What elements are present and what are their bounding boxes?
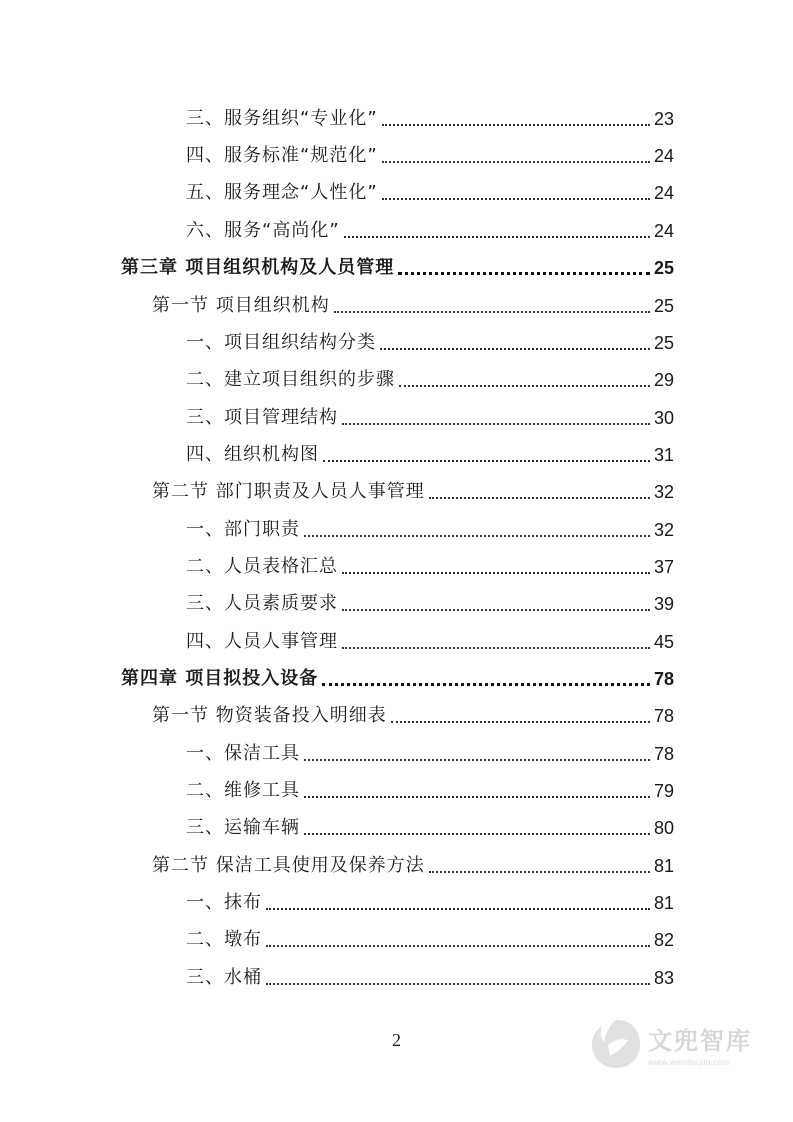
toc-entry-text: 第三章 项目组织机构及人员管理 [121, 257, 395, 278]
toc-entry-page: 82 [653, 930, 674, 950]
dot-leader [266, 908, 650, 910]
toc-entry-page: 25 [653, 258, 674, 278]
toc-chapter-entry[interactable] [121, 255, 674, 281]
toc-entry-text: 二、人员表格汇总 [186, 556, 338, 577]
dot-leader [304, 796, 650, 798]
toc-entry-page: 25 [653, 333, 674, 353]
toc-entry-page: 29 [653, 370, 674, 390]
toc-entry-text: 四、服务标准“规范化” [186, 145, 378, 166]
toc-entry-text: 第四章 项目拟投入设备 [121, 668, 319, 689]
toc-entry-page: 78 [653, 669, 674, 689]
dot-leader [344, 236, 650, 238]
toc-entry-text: 第二节 部门职责及人员人事管理 [152, 481, 425, 502]
toc-entry-text: 第二节 保洁工具使用及保养方法 [152, 855, 425, 876]
dot-leader [342, 609, 650, 611]
toc-entry-text: 一、项目组织结构分类 [186, 332, 376, 353]
dot-leader [382, 198, 650, 200]
toc-entry-page: 37 [653, 557, 674, 577]
dot-leader [399, 385, 650, 387]
dot-leader [304, 759, 650, 761]
toc-entry-page: 31 [653, 445, 674, 465]
toc-entry-text: 二、维修工具 [186, 780, 300, 801]
toc-entry-text: 一、抹布 [186, 892, 262, 913]
dot-leader [304, 833, 650, 835]
watermark-name: 文兜智库 [648, 1027, 752, 1055]
page-number: 2 [392, 1030, 401, 1050]
toc-entry-text: 一、部门职责 [186, 519, 300, 540]
toc-entry-text: 三、服务组织“专业化” [186, 108, 378, 129]
toc-entry-page: 81 [653, 856, 674, 876]
toc-entry-text: 四、人员人事管理 [186, 631, 338, 652]
toc-entry[interactable] [186, 927, 674, 953]
dot-leader [323, 460, 650, 462]
toc-entry[interactable] [186, 890, 674, 916]
toc-entry[interactable] [186, 180, 674, 206]
toc-entry[interactable] [186, 965, 674, 991]
toc-entry-text: 二、墩布 [186, 929, 262, 950]
toc-entry[interactable] [186, 405, 674, 431]
toc-entry-page: 83 [653, 968, 674, 988]
toc-entry-page: 39 [653, 594, 674, 614]
watermark [588, 1012, 778, 1076]
toc-entry-text: 一、保洁工具 [186, 743, 300, 764]
toc-entry-page: 32 [653, 520, 674, 540]
toc-entry-text: 二、建立项目组织的步骤 [186, 369, 395, 390]
toc-section-entry[interactable] [152, 293, 674, 319]
toc-section-entry[interactable] [152, 703, 674, 729]
toc-entry[interactable] [186, 367, 674, 393]
toc-entry-text: 第一节 物资装备投入明细表 [152, 705, 387, 726]
toc-entry-page: 78 [653, 744, 674, 764]
toc-entry-page: 32 [653, 482, 674, 502]
dot-leader [429, 871, 650, 873]
toc-entry[interactable] [186, 106, 674, 132]
toc-entry-text: 三、水桶 [186, 967, 262, 988]
toc-entry-page: 81 [653, 893, 674, 913]
toc-entry[interactable] [186, 330, 674, 356]
dot-leader [391, 721, 650, 723]
toc-entry[interactable] [186, 442, 674, 468]
toc-entry[interactable] [186, 629, 674, 655]
toc-section-entry[interactable] [152, 479, 674, 505]
dot-leader [342, 647, 650, 649]
toc-entry[interactable] [186, 778, 674, 804]
watermark-logo-icon [588, 1016, 644, 1072]
toc-entry-text: 五、服务理念“人性化” [186, 182, 378, 203]
toc-entry-text: 三、运输车辆 [186, 817, 300, 838]
toc-entry[interactable] [186, 741, 674, 767]
toc-entry-text: 三、项目管理结构 [186, 407, 338, 428]
toc-entry[interactable] [186, 218, 674, 244]
toc-chapter-entry[interactable] [121, 666, 674, 692]
dot-leader [266, 945, 650, 947]
dot-leader [382, 124, 650, 126]
toc-entry[interactable] [186, 815, 674, 841]
toc-entry-text: 三、人员素质要求 [186, 593, 338, 614]
toc-entry-page: 24 [653, 146, 674, 166]
dot-leader [266, 983, 650, 985]
toc-entry-page: 45 [653, 632, 674, 652]
toc-entry[interactable] [186, 554, 674, 580]
toc-entry-page: 79 [653, 781, 674, 801]
toc-entry-text: 第一节 项目组织机构 [152, 295, 330, 316]
dot-leader [334, 311, 650, 313]
dot-leader [342, 423, 650, 425]
dot-leader [380, 348, 650, 350]
toc-entry-page: 24 [653, 221, 674, 241]
watermark-url: www.wendoulib.com [648, 1058, 731, 1067]
toc-entry-text: 四、组织机构图 [186, 444, 319, 465]
toc-entry-page: 23 [653, 109, 674, 129]
dot-leader [322, 683, 650, 686]
toc-entry-page: 78 [653, 706, 674, 726]
toc-entry-page: 24 [653, 183, 674, 203]
toc-entry-page: 80 [653, 818, 674, 838]
dot-leader [304, 535, 650, 537]
dot-leader [398, 272, 650, 275]
toc-entry[interactable] [186, 591, 674, 617]
dot-leader [429, 497, 650, 499]
dot-leader [382, 161, 650, 163]
toc-entry-text: 六、服务“高尚化” [186, 220, 340, 241]
toc-entry[interactable] [186, 517, 674, 543]
toc-entry[interactable] [186, 143, 674, 169]
toc-section-entry[interactable] [152, 853, 674, 879]
dot-leader [342, 572, 650, 574]
toc-entry-page: 30 [653, 408, 674, 428]
toc-entry-page: 25 [653, 296, 674, 316]
